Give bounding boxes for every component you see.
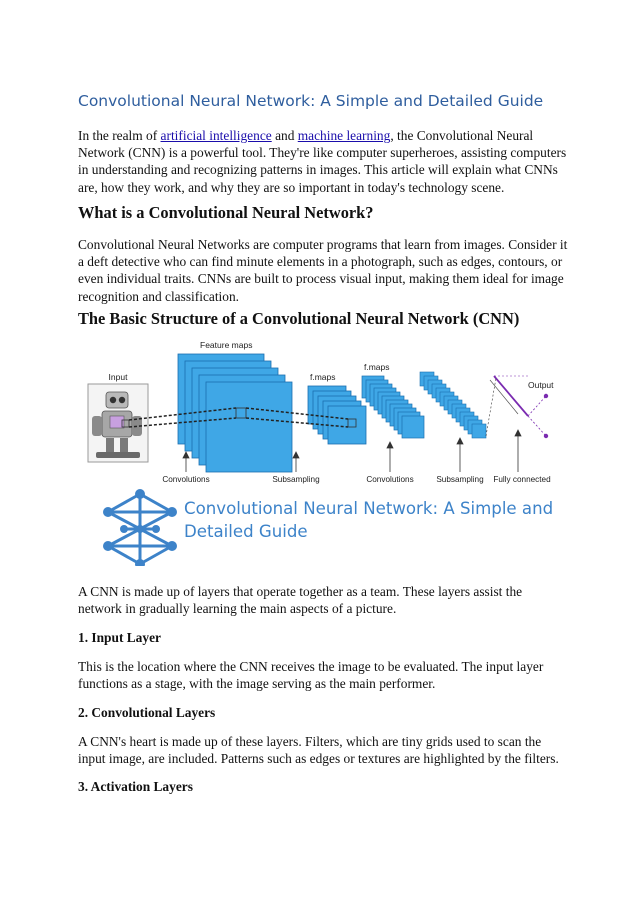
label-output: Output — [528, 380, 554, 390]
label-fully-connected: Fully connected — [493, 475, 551, 484]
intro-text-end: , the Convolutional Neural Network (CNN) is a powerful tool. They're like computer superheroes, assisting computers in understanding and recognizing patterns in images. This article will explain what CNNs are, how they work, and why they are so important in today's technology scene. — [78, 128, 567, 195]
section-body-what-is-cnn: Convolutional Neural Networks are computer programs that learn from images. Consider it a deft detective who can find minute elements in a photograph, such as edges, contours, or even individual traits. CNNs are built to process visual input, making them ideal for image recognition and classification. — [78, 237, 568, 304]
label-convolutions-1: Convolutions — [162, 475, 210, 484]
intro-text-start: In the realm of — [78, 128, 161, 143]
cnn-architecture-figure — [82, 336, 556, 486]
label-fmaps-2: f.maps — [364, 362, 390, 372]
label-subsampling-2: Subsampling — [436, 475, 484, 484]
section-heading-what-is-cnn: What is a Convolutional Neural Network? — [78, 203, 374, 222]
subsampled-maps-stack-2 — [362, 376, 424, 438]
page-title: Convolutional Neural Network: A Simple and Detailed Guide — [78, 92, 544, 110]
layer-heading-input: 1. Input Layer — [78, 630, 161, 645]
banner-title: Convolutional Neural Network: A Simple and Detailed Guide — [184, 499, 554, 541]
input-robot-image — [88, 384, 148, 462]
layer-heading-convolutional: 2. Convolutional Layers — [78, 705, 216, 720]
label-convolutions-2: Convolutions — [366, 475, 414, 484]
final-maps-stack — [420, 372, 486, 438]
intro-paragraph — [78, 127, 568, 196]
label-subsampling-1: Subsampling — [272, 475, 320, 484]
layer-body-convolutional: A CNN's heart is made up of these layers. Filters, which are tiny grids used to scan the input image, are included. Patterns such as edges or textures are highlighted by the filters. — [78, 734, 559, 767]
section-heading-basic-structure: The Basic Structure of a Convolutional Neural Network (CNN) — [78, 309, 520, 328]
label-input: Input — [108, 372, 128, 382]
label-fmaps-1: f.maps — [310, 372, 336, 382]
label-feature-maps: Feature maps — [200, 340, 253, 350]
intro-text-and: and — [271, 128, 298, 143]
layer-heading-activation: 3. Activation Layers — [78, 779, 193, 794]
layer-body-input: This is the location where the CNN receives the image to be evaluated. The input layer functions as a stage, with the image serving as the main performer. — [78, 659, 544, 692]
section-body-basic-structure: A CNN is made up of layers that operate together as a team. These layers assist the network in gradually learning the main aspects of a picture. — [78, 584, 523, 617]
machine-learning-link[interactable]: machine learning — [297, 128, 391, 143]
artificial-intelligence-link[interactable]: artificial intelligence — [160, 128, 272, 143]
